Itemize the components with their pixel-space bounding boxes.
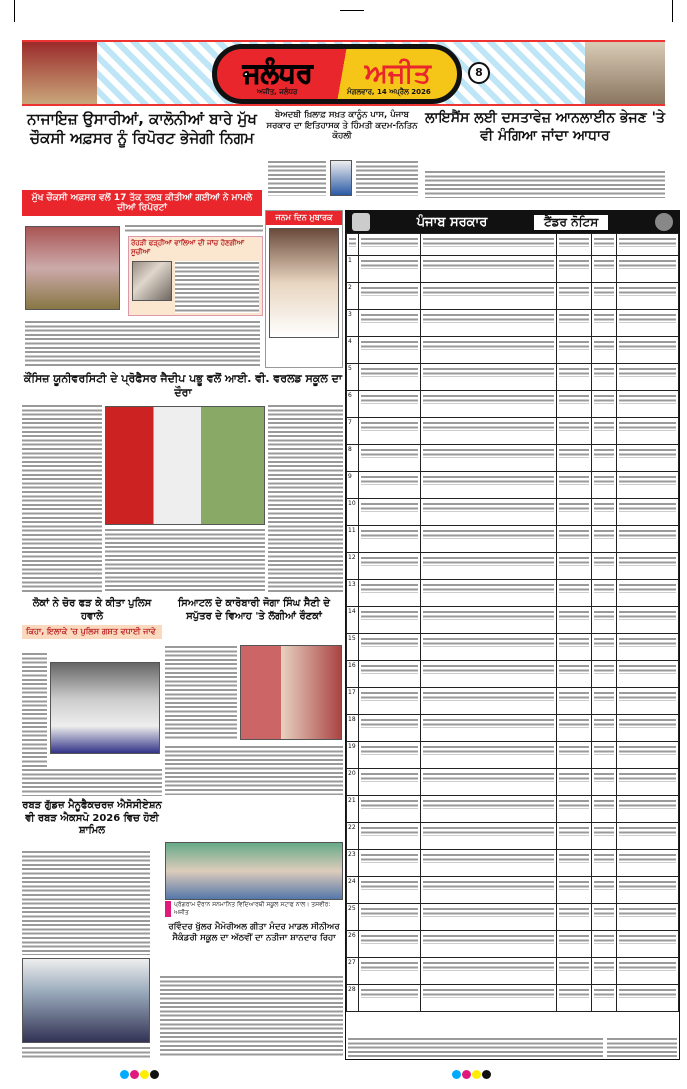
tender-row: [347, 283, 679, 310]
serial-number: 18: [347, 715, 359, 742]
article-text: [105, 528, 265, 593]
tender-row: [347, 364, 679, 391]
tender-row: [347, 310, 679, 337]
tender-cell: [592, 634, 617, 661]
tender-cell: [421, 283, 557, 310]
tender-cell: [421, 661, 557, 688]
color-registration-dots: [120, 1064, 160, 1083]
tender-cell: [557, 364, 592, 391]
tender-cell: [421, 634, 557, 661]
serial-number: 9: [347, 472, 359, 499]
serial-number: 22: [347, 823, 359, 850]
building-photo: [22, 42, 97, 104]
column-header: [592, 234, 617, 256]
tender-cell: [557, 634, 592, 661]
tender-cell: [617, 823, 679, 850]
tender-row: [347, 418, 679, 445]
tender-cell: [421, 850, 557, 877]
tender-cell: [421, 985, 557, 1012]
school-caption: ਪ੍ਰੋਗਰਾਮ ਦੌਰਾਨ ਸਨਮਾਨਿਤ ਵਿਦਿਆਰਥੀ ਸਕੂਲ ਸਟਾਫ ਨਾਲ। ਤਸਵੀਰ: ਅਜੀਤ: [165, 901, 343, 917]
tender-cell: [557, 661, 592, 688]
tender-cell: [557, 958, 592, 985]
clock-tower-photo: [585, 42, 665, 104]
tender-cell: [359, 688, 421, 715]
tender-cell: [617, 256, 679, 283]
tender-row: [347, 904, 679, 931]
tender-cell: [617, 796, 679, 823]
tender-cell: [557, 877, 592, 904]
serial-number: 8: [347, 445, 359, 472]
tender-cell: [617, 391, 679, 418]
tender-cell: [421, 445, 557, 472]
tender-cell: [359, 715, 421, 742]
tender-cell: [421, 742, 557, 769]
serial-number: 14: [347, 607, 359, 634]
tender-cell: [421, 688, 557, 715]
tender-cell: [359, 391, 421, 418]
tender-cell: [359, 850, 421, 877]
tender-row: [347, 715, 679, 742]
column-header: [359, 234, 421, 256]
tender-cell: [617, 850, 679, 877]
tender-cell: [617, 715, 679, 742]
tender-cell: [592, 877, 617, 904]
article-text: [160, 975, 343, 1057]
tender-cell: [617, 364, 679, 391]
wedding-headline: ਸਿਆਟਲ ਦੇ ਕਾਰੋਬਾਰੀ ਜੋਗਾ ਸਿੰਘ ਸੈਣੀ ਦੇ ਸਪੁੱਤਰ ਦੇ ਵਿਆਹ 'ਤੇ ਲੱਗੀਆਂ ਰੌਣਕਾਂ: [177, 598, 331, 622]
masthead-banner: [22, 40, 665, 106]
tender-cell: [617, 985, 679, 1012]
tender-cell: [557, 580, 592, 607]
thief-headline: ਲੋਕਾਂ ਨੇ ਚੋਰ ਫੜ ਕੇ ਕੀਤਾ ਪੁਲਿਸ ਹਵਾਲੇ: [32, 598, 152, 622]
tender-cell: [592, 796, 617, 823]
column-header: [421, 234, 557, 256]
serial-number: 6: [347, 391, 359, 418]
tender-cell: [617, 661, 679, 688]
tender-row: [347, 337, 679, 364]
tender-table: [346, 233, 679, 1012]
tender-cell: [557, 931, 592, 958]
tender-cell: [421, 796, 557, 823]
tender-cell: [359, 418, 421, 445]
license-headline: ਲਾਇਸੈਂਸ ਲਈ ਦਸਤਾਵੇਜ਼ ਆਨਲਾਈਨ ਭੇਜਣ 'ਤੇ ਵੀ ਮੰਗਿਆ ਜਾਂਦਾ ਆਧਾਰ: [425, 110, 665, 144]
tender-cell: [421, 931, 557, 958]
article-text: [165, 745, 343, 795]
tender-cell: [421, 418, 557, 445]
tender-cell: [617, 580, 679, 607]
tender-cell: [359, 364, 421, 391]
ravinder-headline: ਰਵਿੰਦਰ ਖੁੱਲਰ ਮੈਮੋਰੀਅਲ ਗੀਤਾ ਮੰਦਰ ਮਾਡਲ ਸੀਨੀਅਰ ਸੈਕੰਡਰੀ ਸਕੂਲ ਦਾ ਅੱਠਵੀਂ ਦਾ ਨਤੀਜਾ ਸ਼ਾਨਦਾਰ ਰਿਹਾ: [168, 922, 340, 943]
tender-cell: [617, 526, 679, 553]
article-text: [165, 645, 237, 740]
tender-cell: [359, 472, 421, 499]
seal-icon: [655, 213, 673, 231]
serial-number: 27: [347, 958, 359, 985]
serial-number: 11: [347, 526, 359, 553]
tender-cell: [557, 472, 592, 499]
tender-cell: [617, 553, 679, 580]
serial-number: 21: [347, 796, 359, 823]
serial-number: 17: [347, 688, 359, 715]
tender-cell: [557, 391, 592, 418]
tender-cell: [592, 607, 617, 634]
tender-row: [347, 742, 679, 769]
crop-mark: [672, 0, 673, 22]
wedding-photo: [240, 645, 342, 740]
tender-cell: [592, 850, 617, 877]
tender-cell: [617, 634, 679, 661]
tender-cell: [592, 418, 617, 445]
building-photo: [25, 226, 120, 310]
tender-cell: [557, 742, 592, 769]
tender-row: [347, 850, 679, 877]
serial-number: 24: [347, 877, 359, 904]
tender-cell: [557, 688, 592, 715]
tender-cell: [592, 391, 617, 418]
tender-cell: [592, 931, 617, 958]
tender-cell: [617, 958, 679, 985]
beadbi-headline: ਬੇਅਦਬੀ ਖ਼ਿਲਾਫ਼ ਸਖ਼ਤ ਕਾਨੂੰਨ ਪਾਸ, ਪੰਜਾਬ ਸਰਕਾਰ ਦਾ ਇਤਿਹਾਸਕ ਤੇ ਹਿੰਮਤੀ ਕਦਮ-ਨਿਤਿਨ ਕੋਹਲੀ: [266, 110, 418, 142]
color-registration-dots: [452, 1064, 492, 1083]
article-text: [22, 652, 47, 767]
tender-cell: [592, 445, 617, 472]
tender-cell: [617, 904, 679, 931]
tender-cell: [359, 661, 421, 688]
tender-cell: [592, 472, 617, 499]
tender-cell: [617, 418, 679, 445]
article-text: [268, 160, 326, 196]
page-number: 8: [468, 62, 490, 84]
tender-row: [347, 931, 679, 958]
tender-cell: [617, 607, 679, 634]
tender-cell: [592, 580, 617, 607]
tender-cell: [592, 310, 617, 337]
tender-cell: [592, 526, 617, 553]
tender-cell: [557, 904, 592, 931]
serial-number: 2: [347, 283, 359, 310]
tender-cell: [421, 499, 557, 526]
tender-cell: [592, 823, 617, 850]
tender-cell: [557, 445, 592, 472]
tender-cell: [557, 526, 592, 553]
tender-cell: [557, 310, 592, 337]
tender-cell: [421, 256, 557, 283]
tender-cell: [359, 283, 421, 310]
birthday-box: ਜਨਮ ਦਿਨ ਮੁਬਾਰਕ: [265, 210, 343, 368]
kohli-photo: [330, 160, 352, 196]
tender-cell: [421, 310, 557, 337]
tender-cell: [359, 634, 421, 661]
tender-cell: [421, 958, 557, 985]
tender-cell: [617, 931, 679, 958]
article-text: [25, 320, 260, 368]
tender-cell: [421, 769, 557, 796]
tender-row: [347, 877, 679, 904]
tender-cell: [421, 553, 557, 580]
tender-cell: [617, 877, 679, 904]
column-header: [347, 234, 359, 256]
tender-cell: [592, 553, 617, 580]
tender-cell: [421, 823, 557, 850]
tender-cell: [592, 688, 617, 715]
serial-number: 10: [347, 499, 359, 526]
article-text: [356, 160, 418, 196]
column-header: [617, 234, 679, 256]
tender-cell: [557, 850, 592, 877]
serial-number: 1: [347, 256, 359, 283]
main-subhead: ਮੁੱਖ ਚੌਕਸੀ ਅਫ਼ਸਰ ਵਲੋਂ 17 ਤੱਕ ਤਲਬ ਕੀਤੀਆਂ ਗਈਆਂ ਨੇ ਮਾਮਲੇ ਦੀਆਂ ਰਿਪੋਰਟਾਂ: [22, 190, 262, 216]
tender-cell: [359, 985, 421, 1012]
tender-cell: [592, 256, 617, 283]
tender-cell: [359, 796, 421, 823]
tender-cell: [359, 337, 421, 364]
police-photo: [50, 662, 160, 754]
punjab-emblem-icon: [352, 213, 370, 231]
tender-row: [347, 985, 679, 1012]
ro-number: [607, 1037, 677, 1057]
child-photo: [269, 228, 339, 338]
article-text: [268, 404, 343, 594]
tender-cell: [359, 553, 421, 580]
tender-cell: [617, 742, 679, 769]
tender-cell: [592, 661, 617, 688]
tender-cell: [617, 472, 679, 499]
inset-box: ਰੇਹੜੀ ਫੜ੍ਹੀਆਂ ਵਾਲਿਆਂ ਦੀ ਜਾਂਚ ਹੋਣਗੀਆਂ ਸੂਚੀਆਂ: [128, 236, 263, 316]
tender-cell: [557, 796, 592, 823]
rubber-headline: ਰਬੜ ਗੁੱਡਜ਼ ਮੈਨੂਫੈਕਚਰਜ਼ ਐਸੋਸੀਏਸ਼ਨ ਵੀ ਰਬੜ ਐਕਸਪੋ 2026 ਵਿਚ ਹੋਈ ਸ਼ਾਮਿਲ: [22, 800, 162, 836]
tender-cell: [557, 256, 592, 283]
tender-row: [347, 499, 679, 526]
thief-subhead: ਕਿਹਾ, ਇਲਾਕੇ 'ਚ ਪੁਲਿਸ ਗਸ਼ਤ ਵਧਾਈ ਜਾਵੇ: [22, 625, 162, 639]
tender-cell: [617, 337, 679, 364]
column-header: [557, 234, 592, 256]
tender-cell: [359, 499, 421, 526]
tender-cell: [592, 715, 617, 742]
tender-cell: [557, 985, 592, 1012]
tender-cell: [359, 580, 421, 607]
tender-cell: [617, 769, 679, 796]
tender-cell: [359, 904, 421, 931]
tender-header: ਪੰਜਾਬ ਸਰਕਾਰ ਟੈਂਡਰ ਨੋਟਿਸ: [346, 211, 679, 233]
tender-cell: [359, 931, 421, 958]
tender-cell: [557, 283, 592, 310]
tender-cell: [421, 904, 557, 931]
tender-cell: [359, 877, 421, 904]
serial-number: 12: [347, 553, 359, 580]
article-text: [22, 768, 162, 796]
university-headline: ਕੌਂਸਿਜ਼ ਯੂਨੀਵਰਸਿਟੀ ਦੇ ਪ੍ਰੋਫੈਸਰ ਜੈਦੀਪ ਪਭੂ ਵਲੋਂ ਆਈ. ਵੀ. ਵਰਲਡ ਸਕੂਲ ਦਾ ਦੌਰਾ: [23, 372, 343, 399]
tender-cell: [557, 553, 592, 580]
tender-row: [347, 634, 679, 661]
tender-cell: [421, 391, 557, 418]
tender-cell: [617, 445, 679, 472]
registration-mark: [340, 10, 364, 11]
tender-cell: [617, 688, 679, 715]
tender-header-row: [347, 234, 679, 256]
official-photo: [132, 261, 172, 301]
tender-cell: [557, 499, 592, 526]
tender-cell: [557, 337, 592, 364]
masthead-logo: ਜਲੰਧਰ ਅਜੀਤ ਅਜੀਤ, ਜਲੰਧਰ ਮੰਗਲਵਾਰ, 14 ਅਪ੍ਰੈਲ 2026: [212, 44, 462, 104]
school-event-photo: [105, 406, 265, 525]
tender-row: [347, 580, 679, 607]
serial-number: 5: [347, 364, 359, 391]
serial-number: 26: [347, 931, 359, 958]
tender-cell: [592, 337, 617, 364]
article-text: [22, 404, 102, 594]
tender-row: [347, 553, 679, 580]
tender-cell: [421, 337, 557, 364]
article-text: [22, 850, 150, 955]
tender-cell: [617, 499, 679, 526]
serial-number: 16: [347, 661, 359, 688]
serial-number: 4: [347, 337, 359, 364]
tender-row: [347, 445, 679, 472]
serial-number: 23: [347, 850, 359, 877]
tender-row: [347, 661, 679, 688]
tender-cell: [592, 904, 617, 931]
tender-row: [347, 607, 679, 634]
tender-footer-text: [348, 1037, 603, 1057]
tender-cell: [359, 526, 421, 553]
tender-cell: [421, 580, 557, 607]
serial-number: 28: [347, 985, 359, 1012]
tender-cell: [557, 769, 592, 796]
tender-cell: [557, 607, 592, 634]
crop-mark: [14, 0, 15, 22]
tender-cell: [421, 472, 557, 499]
serial-number: 7: [347, 418, 359, 445]
article-text: [175, 261, 259, 313]
tender-cell: [359, 607, 421, 634]
serial-number: 20: [347, 769, 359, 796]
tender-cell: [421, 607, 557, 634]
serial-number: 13: [347, 580, 359, 607]
tender-cell: [421, 364, 557, 391]
article-text: [125, 224, 263, 233]
tender-cell: [359, 958, 421, 985]
tender-cell: [592, 985, 617, 1012]
tender-cell: [421, 715, 557, 742]
tender-row: [347, 823, 679, 850]
tender-cell: [557, 823, 592, 850]
tender-cell: [421, 877, 557, 904]
tender-row: [347, 472, 679, 499]
tender-cell: [359, 769, 421, 796]
tender-row: [347, 958, 679, 985]
tender-cell: [557, 418, 592, 445]
tender-row: [347, 769, 679, 796]
tender-cell: [617, 283, 679, 310]
tender-cell: [592, 769, 617, 796]
tender-cell: [592, 364, 617, 391]
tender-cell: [421, 526, 557, 553]
photo-caption: [22, 1046, 150, 1058]
article-text: [425, 170, 665, 198]
tender-cell: [592, 499, 617, 526]
tender-cell: [592, 958, 617, 985]
school-group-photo: [165, 842, 343, 900]
tender-row: [347, 526, 679, 553]
tender-notice: [345, 210, 680, 1060]
serial-number: 15: [347, 634, 359, 661]
serial-number: 25: [347, 904, 359, 931]
main-headline: ਨਾਜਾਇਜ਼ ਉਸਾਰੀਆਂ, ਕਾਲੋਨੀਆਂ ਬਾਰੇ ਮੁੱਖ ਚੌਕਸੀ ਅਫ਼ਸਰ ਨੂੰ ਰਿਪੋਰਟ ਭੇਜੇਗੀ ਨਿਗਮ: [27, 110, 257, 147]
tender-cell: [617, 310, 679, 337]
tender-row: [347, 391, 679, 418]
tender-cell: [592, 283, 617, 310]
rubber-expo-photo: [22, 958, 150, 1043]
tender-row: [347, 796, 679, 823]
tender-cell: [359, 445, 421, 472]
tender-cell: [557, 715, 592, 742]
tender-cell: [359, 742, 421, 769]
tender-cell: [359, 823, 421, 850]
serial-number: 3: [347, 310, 359, 337]
serial-number: 19: [347, 742, 359, 769]
tender-cell: [359, 256, 421, 283]
tender-cell: [359, 310, 421, 337]
tender-row: [347, 688, 679, 715]
tender-cell: [592, 742, 617, 769]
tender-row: [347, 256, 679, 283]
